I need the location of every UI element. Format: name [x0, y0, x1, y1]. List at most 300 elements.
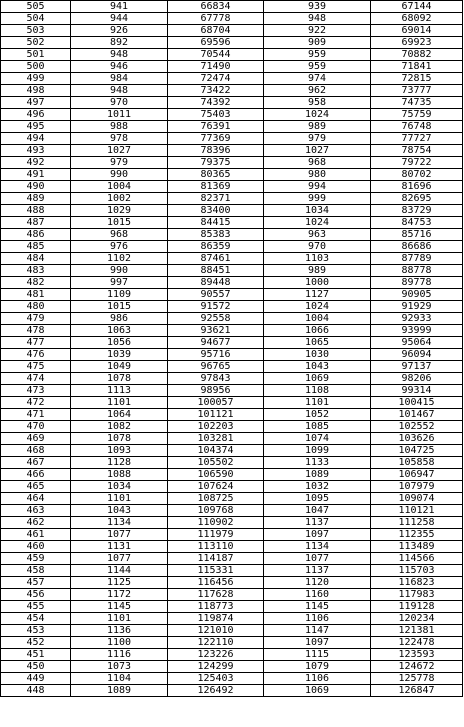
cumulative-b-cell: 74735 [371, 97, 463, 109]
cumulative-b-cell: 116823 [371, 577, 463, 589]
table-row [1, 601, 463, 613]
table-row [1, 265, 463, 277]
table-row [1, 553, 463, 565]
cumulative-a-cell: 69596 [168, 37, 264, 49]
table-row [1, 469, 463, 481]
count-a-cell: 946 [71, 61, 168, 73]
score-cell: 454 [1, 613, 71, 625]
cumulative-b-cell: 77727 [371, 133, 463, 145]
score-cell: 489 [1, 193, 71, 205]
count-b-cell: 1004 [264, 313, 371, 325]
cumulative-a-cell: 108725 [168, 493, 264, 505]
score-cell: 465 [1, 481, 71, 493]
score-cell: 451 [1, 649, 71, 661]
cumulative-b-cell: 121381 [371, 625, 463, 637]
cumulative-a-cell: 72474 [168, 73, 264, 85]
table-row [1, 637, 463, 649]
cumulative-a-cell: 89448 [168, 277, 264, 289]
score-cell: 477 [1, 337, 71, 349]
count-a-cell: 944 [71, 13, 168, 25]
count-b-cell: 1108 [264, 385, 371, 397]
table-row [1, 337, 463, 349]
cumulative-a-cell: 76391 [168, 121, 264, 133]
table-row [1, 121, 463, 133]
cumulative-b-cell: 125778 [371, 673, 463, 685]
count-a-cell: 1029 [71, 205, 168, 217]
count-a-cell: 1102 [71, 253, 168, 265]
table-row [1, 685, 463, 697]
count-b-cell: 948 [264, 13, 371, 25]
score-cell: 474 [1, 373, 71, 385]
count-b-cell: 1097 [264, 529, 371, 541]
cumulative-a-cell: 119874 [168, 613, 264, 625]
count-b-cell: 1101 [264, 397, 371, 409]
count-b-cell: 959 [264, 61, 371, 73]
score-cell: 502 [1, 37, 71, 49]
cumulative-a-cell: 83400 [168, 205, 264, 217]
count-a-cell: 1078 [71, 433, 168, 445]
cumulative-b-cell: 88778 [371, 265, 463, 277]
cumulative-b-cell: 106947 [371, 469, 463, 481]
cumulative-b-cell: 72815 [371, 73, 463, 85]
cumulative-a-cell: 103281 [168, 433, 264, 445]
table-row [1, 73, 463, 85]
table-row [1, 1, 463, 13]
cumulative-a-cell: 68704 [168, 25, 264, 37]
count-b-cell: 989 [264, 265, 371, 277]
table-row [1, 229, 463, 241]
score-cell: 499 [1, 73, 71, 85]
cumulative-b-cell: 111258 [371, 517, 463, 529]
count-a-cell: 1011 [71, 109, 168, 121]
cumulative-a-cell: 78396 [168, 145, 264, 157]
table-row [1, 133, 463, 145]
count-a-cell: 968 [71, 229, 168, 241]
count-b-cell: 1077 [264, 553, 371, 565]
score-cell: 472 [1, 397, 71, 409]
count-a-cell: 948 [71, 85, 168, 97]
cumulative-a-cell: 109768 [168, 505, 264, 517]
count-a-cell: 984 [71, 73, 168, 85]
score-cell: 491 [1, 169, 71, 181]
cumulative-a-cell: 74392 [168, 97, 264, 109]
count-a-cell: 988 [71, 121, 168, 133]
score-cell: 487 [1, 217, 71, 229]
count-b-cell: 1120 [264, 577, 371, 589]
table-row [1, 157, 463, 169]
count-b-cell: 1085 [264, 421, 371, 433]
count-b-cell: 1089 [264, 469, 371, 481]
table-row [1, 49, 463, 61]
cumulative-a-cell: 91572 [168, 301, 264, 313]
count-a-cell: 1131 [71, 541, 168, 553]
cumulative-a-cell: 118773 [168, 601, 264, 613]
score-cell: 460 [1, 541, 71, 553]
count-a-cell: 941 [71, 1, 168, 13]
score-cell: 488 [1, 205, 71, 217]
count-a-cell: 978 [71, 133, 168, 145]
score-cell: 484 [1, 253, 71, 265]
cumulative-a-cell: 98956 [168, 385, 264, 397]
table-row [1, 625, 463, 637]
cumulative-b-cell: 119128 [371, 601, 463, 613]
count-b-cell: 1137 [264, 517, 371, 529]
count-b-cell: 970 [264, 241, 371, 253]
count-a-cell: 990 [71, 169, 168, 181]
count-a-cell: 1077 [71, 529, 168, 541]
cumulative-b-cell: 76748 [371, 121, 463, 133]
table-row [1, 97, 463, 109]
score-cell: 452 [1, 637, 71, 649]
cumulative-a-cell: 125403 [168, 673, 264, 685]
table-row [1, 385, 463, 397]
count-a-cell: 1043 [71, 505, 168, 517]
count-b-cell: 1030 [264, 349, 371, 361]
cumulative-b-cell: 98206 [371, 373, 463, 385]
cumulative-b-cell: 105858 [371, 457, 463, 469]
score-cell: 501 [1, 49, 71, 61]
score-cell: 479 [1, 313, 71, 325]
cumulative-a-cell: 126492 [168, 685, 264, 697]
table-row [1, 445, 463, 457]
count-b-cell: 963 [264, 229, 371, 241]
cumulative-b-cell: 73777 [371, 85, 463, 97]
cumulative-a-cell: 97843 [168, 373, 264, 385]
count-b-cell: 1043 [264, 361, 371, 373]
cumulative-b-cell: 85716 [371, 229, 463, 241]
count-a-cell: 1015 [71, 217, 168, 229]
cumulative-a-cell: 106590 [168, 469, 264, 481]
cumulative-a-cell: 105502 [168, 457, 264, 469]
count-b-cell: 1106 [264, 673, 371, 685]
table-row [1, 517, 463, 529]
count-b-cell: 1137 [264, 565, 371, 577]
cumulative-a-cell: 77369 [168, 133, 264, 145]
count-b-cell: 962 [264, 85, 371, 97]
score-cell: 490 [1, 181, 71, 193]
count-b-cell: 999 [264, 193, 371, 205]
score-cell: 505 [1, 1, 71, 13]
cumulative-b-cell: 87789 [371, 253, 463, 265]
score-cell: 469 [1, 433, 71, 445]
count-a-cell: 1136 [71, 625, 168, 637]
table-row [1, 325, 463, 337]
table-row [1, 205, 463, 217]
cumulative-b-cell: 102552 [371, 421, 463, 433]
table-row [1, 481, 463, 493]
count-a-cell: 1082 [71, 421, 168, 433]
cumulative-b-cell: 112355 [371, 529, 463, 541]
count-a-cell: 1100 [71, 637, 168, 649]
cumulative-a-cell: 121010 [168, 625, 264, 637]
table-row [1, 493, 463, 505]
table-row [1, 181, 463, 193]
score-cell: 455 [1, 601, 71, 613]
cumulative-a-cell: 66834 [168, 1, 264, 13]
cumulative-a-cell: 71490 [168, 61, 264, 73]
cumulative-a-cell: 107624 [168, 481, 264, 493]
count-b-cell: 1027 [264, 145, 371, 157]
cumulative-b-cell: 71841 [371, 61, 463, 73]
cumulative-b-cell: 97137 [371, 361, 463, 373]
table-row [1, 109, 463, 121]
cumulative-b-cell: 126847 [371, 685, 463, 697]
cumulative-a-cell: 117628 [168, 589, 264, 601]
table-row [1, 661, 463, 673]
table-row [1, 61, 463, 73]
cumulative-a-cell: 67778 [168, 13, 264, 25]
count-a-cell: 976 [71, 241, 168, 253]
cumulative-a-cell: 80365 [168, 169, 264, 181]
cumulative-b-cell: 104725 [371, 445, 463, 457]
cumulative-b-cell: 99314 [371, 385, 463, 397]
cumulative-b-cell: 114566 [371, 553, 463, 565]
count-b-cell: 1074 [264, 433, 371, 445]
table-row [1, 37, 463, 49]
score-cell: 494 [1, 133, 71, 145]
table-row [1, 313, 463, 325]
count-a-cell: 1089 [71, 685, 168, 697]
table-row [1, 193, 463, 205]
count-b-cell: 939 [264, 1, 371, 13]
table-row [1, 397, 463, 409]
count-a-cell: 1077 [71, 553, 168, 565]
count-a-cell: 1078 [71, 373, 168, 385]
count-a-cell: 948 [71, 49, 168, 61]
cumulative-b-cell: 81696 [371, 181, 463, 193]
count-b-cell: 1127 [264, 289, 371, 301]
count-a-cell: 1125 [71, 577, 168, 589]
count-a-cell: 1172 [71, 589, 168, 601]
count-a-cell: 990 [71, 265, 168, 277]
score-cell: 485 [1, 241, 71, 253]
score-cell: 459 [1, 553, 71, 565]
score-cell: 463 [1, 505, 71, 517]
cumulative-a-cell: 96765 [168, 361, 264, 373]
table-row [1, 361, 463, 373]
cumulative-b-cell: 91929 [371, 301, 463, 313]
count-a-cell: 1145 [71, 601, 168, 613]
cumulative-a-cell: 104374 [168, 445, 264, 457]
cumulative-a-cell: 75403 [168, 109, 264, 121]
table-row [1, 25, 463, 37]
cumulative-b-cell: 67144 [371, 1, 463, 13]
count-a-cell: 1144 [71, 565, 168, 577]
score-cell: 478 [1, 325, 71, 337]
table-row [1, 421, 463, 433]
score-cell: 450 [1, 661, 71, 673]
table-row [1, 613, 463, 625]
score-cell: 475 [1, 361, 71, 373]
count-b-cell: 1065 [264, 337, 371, 349]
score-cell: 448 [1, 685, 71, 697]
cumulative-a-cell: 94677 [168, 337, 264, 349]
score-cell: 500 [1, 61, 71, 73]
table-row [1, 589, 463, 601]
count-b-cell: 959 [264, 49, 371, 61]
count-b-cell: 989 [264, 121, 371, 133]
score-cell: 503 [1, 25, 71, 37]
count-a-cell: 1116 [71, 649, 168, 661]
table-row [1, 301, 463, 313]
table-row [1, 13, 463, 25]
count-a-cell: 1015 [71, 301, 168, 313]
count-b-cell: 1000 [264, 277, 371, 289]
cumulative-b-cell: 90905 [371, 289, 463, 301]
cumulative-b-cell: 109074 [371, 493, 463, 505]
table-row [1, 673, 463, 685]
count-a-cell: 997 [71, 277, 168, 289]
table-row [1, 289, 463, 301]
cumulative-b-cell: 69923 [371, 37, 463, 49]
table-row [1, 253, 463, 265]
table-row [1, 505, 463, 517]
count-a-cell: 1027 [71, 145, 168, 157]
count-b-cell: 1069 [264, 685, 371, 697]
cumulative-a-cell: 85383 [168, 229, 264, 241]
cumulative-b-cell: 70882 [371, 49, 463, 61]
cumulative-a-cell: 88451 [168, 265, 264, 277]
cumulative-a-cell: 115331 [168, 565, 264, 577]
count-a-cell: 1101 [71, 397, 168, 409]
cumulative-a-cell: 84415 [168, 217, 264, 229]
table-row [1, 649, 463, 661]
cumulative-b-cell: 89778 [371, 277, 463, 289]
score-cell: 480 [1, 301, 71, 313]
count-b-cell: 1103 [264, 253, 371, 265]
count-b-cell: 1047 [264, 505, 371, 517]
cumulative-b-cell: 75759 [371, 109, 463, 121]
table-row [1, 433, 463, 445]
count-b-cell: 979 [264, 133, 371, 145]
score-cell: 468 [1, 445, 71, 457]
cumulative-a-cell: 116456 [168, 577, 264, 589]
cumulative-a-cell: 111979 [168, 529, 264, 541]
count-b-cell: 974 [264, 73, 371, 85]
count-a-cell: 1073 [71, 661, 168, 673]
count-a-cell: 1101 [71, 613, 168, 625]
count-b-cell: 1034 [264, 205, 371, 217]
count-a-cell: 892 [71, 37, 168, 49]
cumulative-b-cell: 82695 [371, 193, 463, 205]
cumulative-b-cell: 83729 [371, 205, 463, 217]
cumulative-a-cell: 114187 [168, 553, 264, 565]
count-a-cell: 970 [71, 97, 168, 109]
count-a-cell: 1093 [71, 445, 168, 457]
score-cell: 473 [1, 385, 71, 397]
cumulative-b-cell: 123593 [371, 649, 463, 661]
count-b-cell: 968 [264, 157, 371, 169]
count-b-cell: 1160 [264, 589, 371, 601]
cumulative-b-cell: 68092 [371, 13, 463, 25]
count-b-cell: 1147 [264, 625, 371, 637]
count-b-cell: 1095 [264, 493, 371, 505]
cumulative-b-cell: 96094 [371, 349, 463, 361]
cumulative-a-cell: 122110 [168, 637, 264, 649]
cumulative-b-cell: 80702 [371, 169, 463, 181]
score-cell: 458 [1, 565, 71, 577]
count-b-cell: 1133 [264, 457, 371, 469]
cumulative-b-cell: 79722 [371, 157, 463, 169]
score-cell: 498 [1, 85, 71, 97]
count-a-cell: 1134 [71, 517, 168, 529]
count-b-cell: 1097 [264, 637, 371, 649]
cumulative-b-cell: 117983 [371, 589, 463, 601]
table-row [1, 373, 463, 385]
table-row [1, 169, 463, 181]
count-b-cell: 1069 [264, 373, 371, 385]
cumulative-b-cell: 110121 [371, 505, 463, 517]
count-a-cell: 1004 [71, 181, 168, 193]
score-cell: 483 [1, 265, 71, 277]
count-b-cell: 1145 [264, 601, 371, 613]
cumulative-a-cell: 123226 [168, 649, 264, 661]
cumulative-b-cell: 107979 [371, 481, 463, 493]
table-row [1, 577, 463, 589]
score-cell: 476 [1, 349, 71, 361]
score-cell: 496 [1, 109, 71, 121]
score-cell: 462 [1, 517, 71, 529]
count-b-cell: 1099 [264, 445, 371, 457]
cumulative-b-cell: 122478 [371, 637, 463, 649]
table-row [1, 541, 463, 553]
cumulative-b-cell: 69014 [371, 25, 463, 37]
count-b-cell: 958 [264, 97, 371, 109]
count-b-cell: 1024 [264, 109, 371, 121]
table-row [1, 565, 463, 577]
cumulative-b-cell: 86686 [371, 241, 463, 253]
count-b-cell: 1032 [264, 481, 371, 493]
score-cell: 466 [1, 469, 71, 481]
count-a-cell: 1039 [71, 349, 168, 361]
table-row [1, 349, 463, 361]
count-a-cell: 1128 [71, 457, 168, 469]
cumulative-a-cell: 110902 [168, 517, 264, 529]
cumulative-a-cell: 73422 [168, 85, 264, 97]
table-row [1, 457, 463, 469]
count-b-cell: 994 [264, 181, 371, 193]
score-cell: 467 [1, 457, 71, 469]
score-cell: 453 [1, 625, 71, 637]
cumulative-b-cell: 78754 [371, 145, 463, 157]
cumulative-a-cell: 113110 [168, 541, 264, 553]
score-cell: 461 [1, 529, 71, 541]
count-b-cell: 909 [264, 37, 371, 49]
count-b-cell: 922 [264, 25, 371, 37]
score-table-body [1, 1, 463, 697]
count-a-cell: 979 [71, 157, 168, 169]
cumulative-b-cell: 93999 [371, 325, 463, 337]
score-cell: 482 [1, 277, 71, 289]
cumulative-a-cell: 124299 [168, 661, 264, 673]
cumulative-b-cell: 113489 [371, 541, 463, 553]
score-cell: 464 [1, 493, 71, 505]
cumulative-a-cell: 87461 [168, 253, 264, 265]
score-cell: 497 [1, 97, 71, 109]
count-b-cell: 1079 [264, 661, 371, 673]
score-cell: 471 [1, 409, 71, 421]
table-row [1, 277, 463, 289]
cumulative-b-cell: 124672 [371, 661, 463, 673]
cumulative-b-cell: 95064 [371, 337, 463, 349]
cumulative-b-cell: 100415 [371, 397, 463, 409]
count-a-cell: 1002 [71, 193, 168, 205]
cumulative-a-cell: 90557 [168, 289, 264, 301]
count-b-cell: 1106 [264, 613, 371, 625]
count-b-cell: 1115 [264, 649, 371, 661]
count-a-cell: 1064 [71, 409, 168, 421]
count-a-cell: 1049 [71, 361, 168, 373]
